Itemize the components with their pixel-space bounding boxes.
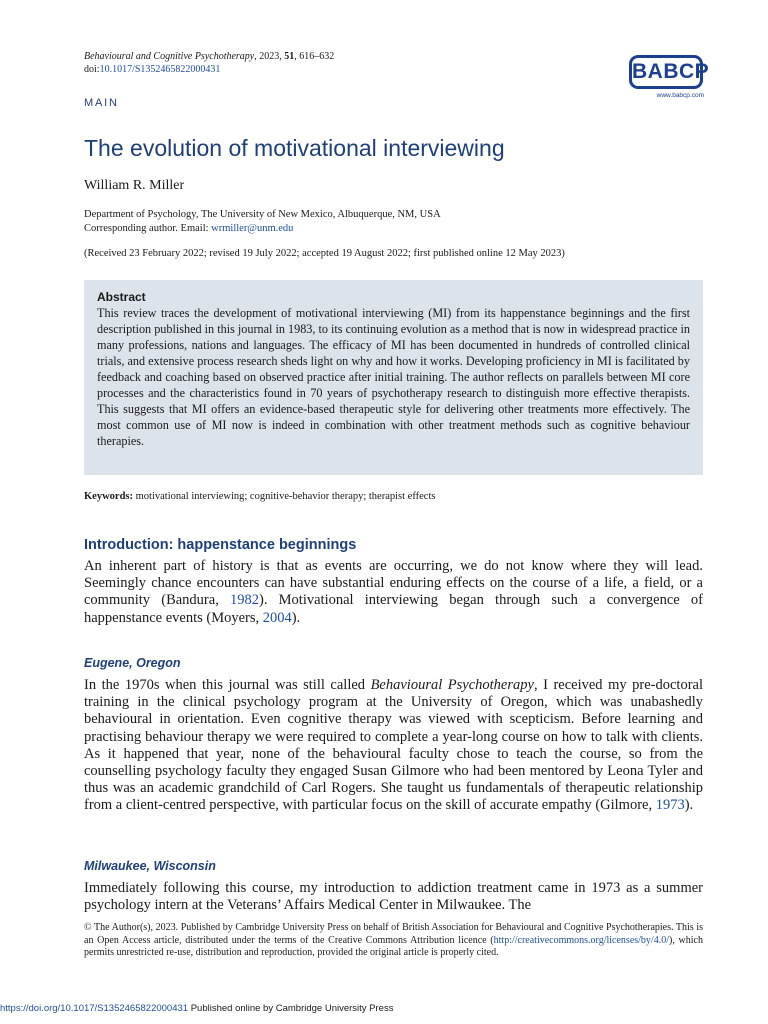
department: Department of Psychology, The University of New Mexico, Albuquerque, NM, USA [84,209,441,220]
logo-text: BABCP [629,55,703,89]
received-dates: (Received 23 February 2022; revised 19 July 2022; accepted 19 August 2022; first published online 12 May 2023) [84,248,565,259]
license-text-b: ), which permits unrestricted re-use, distribution and reproduction, provided the original article is properly cited. [84,934,703,958]
article-title: The evolution of motivational interviewing [84,135,505,161]
doi-line [84,63,334,76]
author-name: William R. Miller [84,178,185,193]
affiliation-block [84,208,441,235]
footer-text: Published online by Cambridge University Press [188,1003,394,1014]
abstract-heading: Abstract [97,290,146,304]
ref-gilmore-1973[interactable]: 1973 [655,797,685,814]
logo-url: www.babcp.com [656,92,704,99]
intro-text-c: ). [291,609,301,626]
corresponding-author [84,222,441,236]
keywords-label: Keywords: [84,491,133,502]
eugene-text-a: In the 1970s when this journal was still called [84,677,371,693]
journal-citation-line [84,50,334,63]
milwaukee-paragraph: Immediately following this course, my introduction to addiction treatment came in 1973 as a summer psychology intern at the Veterans’ Affairs Medical Center in Milwaukee. The [84,880,703,914]
babcp-logo[interactable] [629,55,710,101]
license-notice [84,922,703,960]
ref-bandura-1982[interactable]: 1982 [230,592,260,609]
journal-volume: 51 [284,51,295,62]
ref-moyers-2004[interactable]: 2004 [262,609,292,626]
abstract-text: This review traces the development of motivational interviewing (MI) from its happenstance beginnings and the first description published in this journal in 1983, to its continuing evolution as a method that is now in widespread practice in many professions, nations and languages. The efficacy of MI has been documented in hundreds of controlled clinical trials, and extensive process research sheds light on why and how it works. Developing proficiency in MI is facilitated by feedback and coaching based on observed practice after initial training. The author reflects on parallels between MI core processes and the characteristics found in 70 years of psychotherapy research to distinguish more effective therapists. This suggests that MI offers an evidence-based therapeutic style for delivering other treatments more effectively. The most common use of MI now is indeed in combination with other treatment methods such as cognitive behaviour therapies. [97,306,690,448]
intro-heading: Introduction: happenstance beginnings [84,537,357,553]
eugene-text-c: ). [684,797,694,814]
doi-link[interactable]: 10.1017/S1352465822000431 [99,64,221,75]
journal-pages: , 616–632 [294,51,335,62]
intro-text-b: ). Motivational interviewing began through such a convergence of happenstance events (Moyers, [84,592,703,626]
journal-name: Behavioural and Cognitive Psychotherapy [84,51,255,62]
license-text-a: © The Author(s), 2023. Published by Cambridge University Press on behalf of British Association for Behavioural and Cognitive Psychotherapies. This is an Open Access article, distributed under the terms of the Creative Commons Attribution licence ( [84,922,703,946]
section-tag: MAIN [84,97,119,109]
keywords-text: motivational interviewing; cognitive-behavior therapy; therapist effects [133,491,436,502]
corresponding-prefix: Corresponding author. Email: [84,222,212,234]
email-link[interactable]: wrmiller@unm.edu [211,222,294,234]
keywords [84,491,435,502]
journal-old-name: Behavioural Psychotherapy [370,677,534,693]
abstract-box [84,280,703,475]
footer-doi-link[interactable]: https://doi.org/10.1017/S1352465822000431 [0,1003,189,1014]
license-link[interactable]: http://creativecommons.org/licenses/by/4.0/ [493,934,669,946]
doi-prefix: doi: [84,64,100,75]
intro-text-a: An inherent part of history is that as events are occurring, we do not know where they will lead. Seemingly chance encounters can have substantial enduring effects on the course of a life, a field, or a community (Bandura, [84,558,703,609]
page-footer [0,1003,393,1014]
milwaukee-heading: Milwaukee, Wisconsin [84,859,216,873]
eugene-text-b: , I received my pre-doctoral training in the clinical psychology program at the University of Oregon, which was unabashedly behavioural in orientation. Even cognitive therapy was viewed with scepticism. Before learning and practising behaviour therapy we were required to complete a year-long course on how to talk with clients. As it happened that year, none of the behavioural faculty chose to teach the course, so from the counselling psychology faculty they engaged Susan Gilmore who had been mentored by Leona Tyler and thus was an academic grandchild of Carl Rogers. She taught us fundamentals of therapeutic relationship from a client-centred perspective, with particular focus on the skill of accurate empathy (Gilmore, [84,677,703,814]
journal-citation [84,50,334,76]
journal-year: , 2023, [254,51,285,62]
intro-paragraph [84,558,703,627]
eugene-heading: Eugene, Oregon [84,656,181,670]
eugene-paragraph [84,677,703,815]
